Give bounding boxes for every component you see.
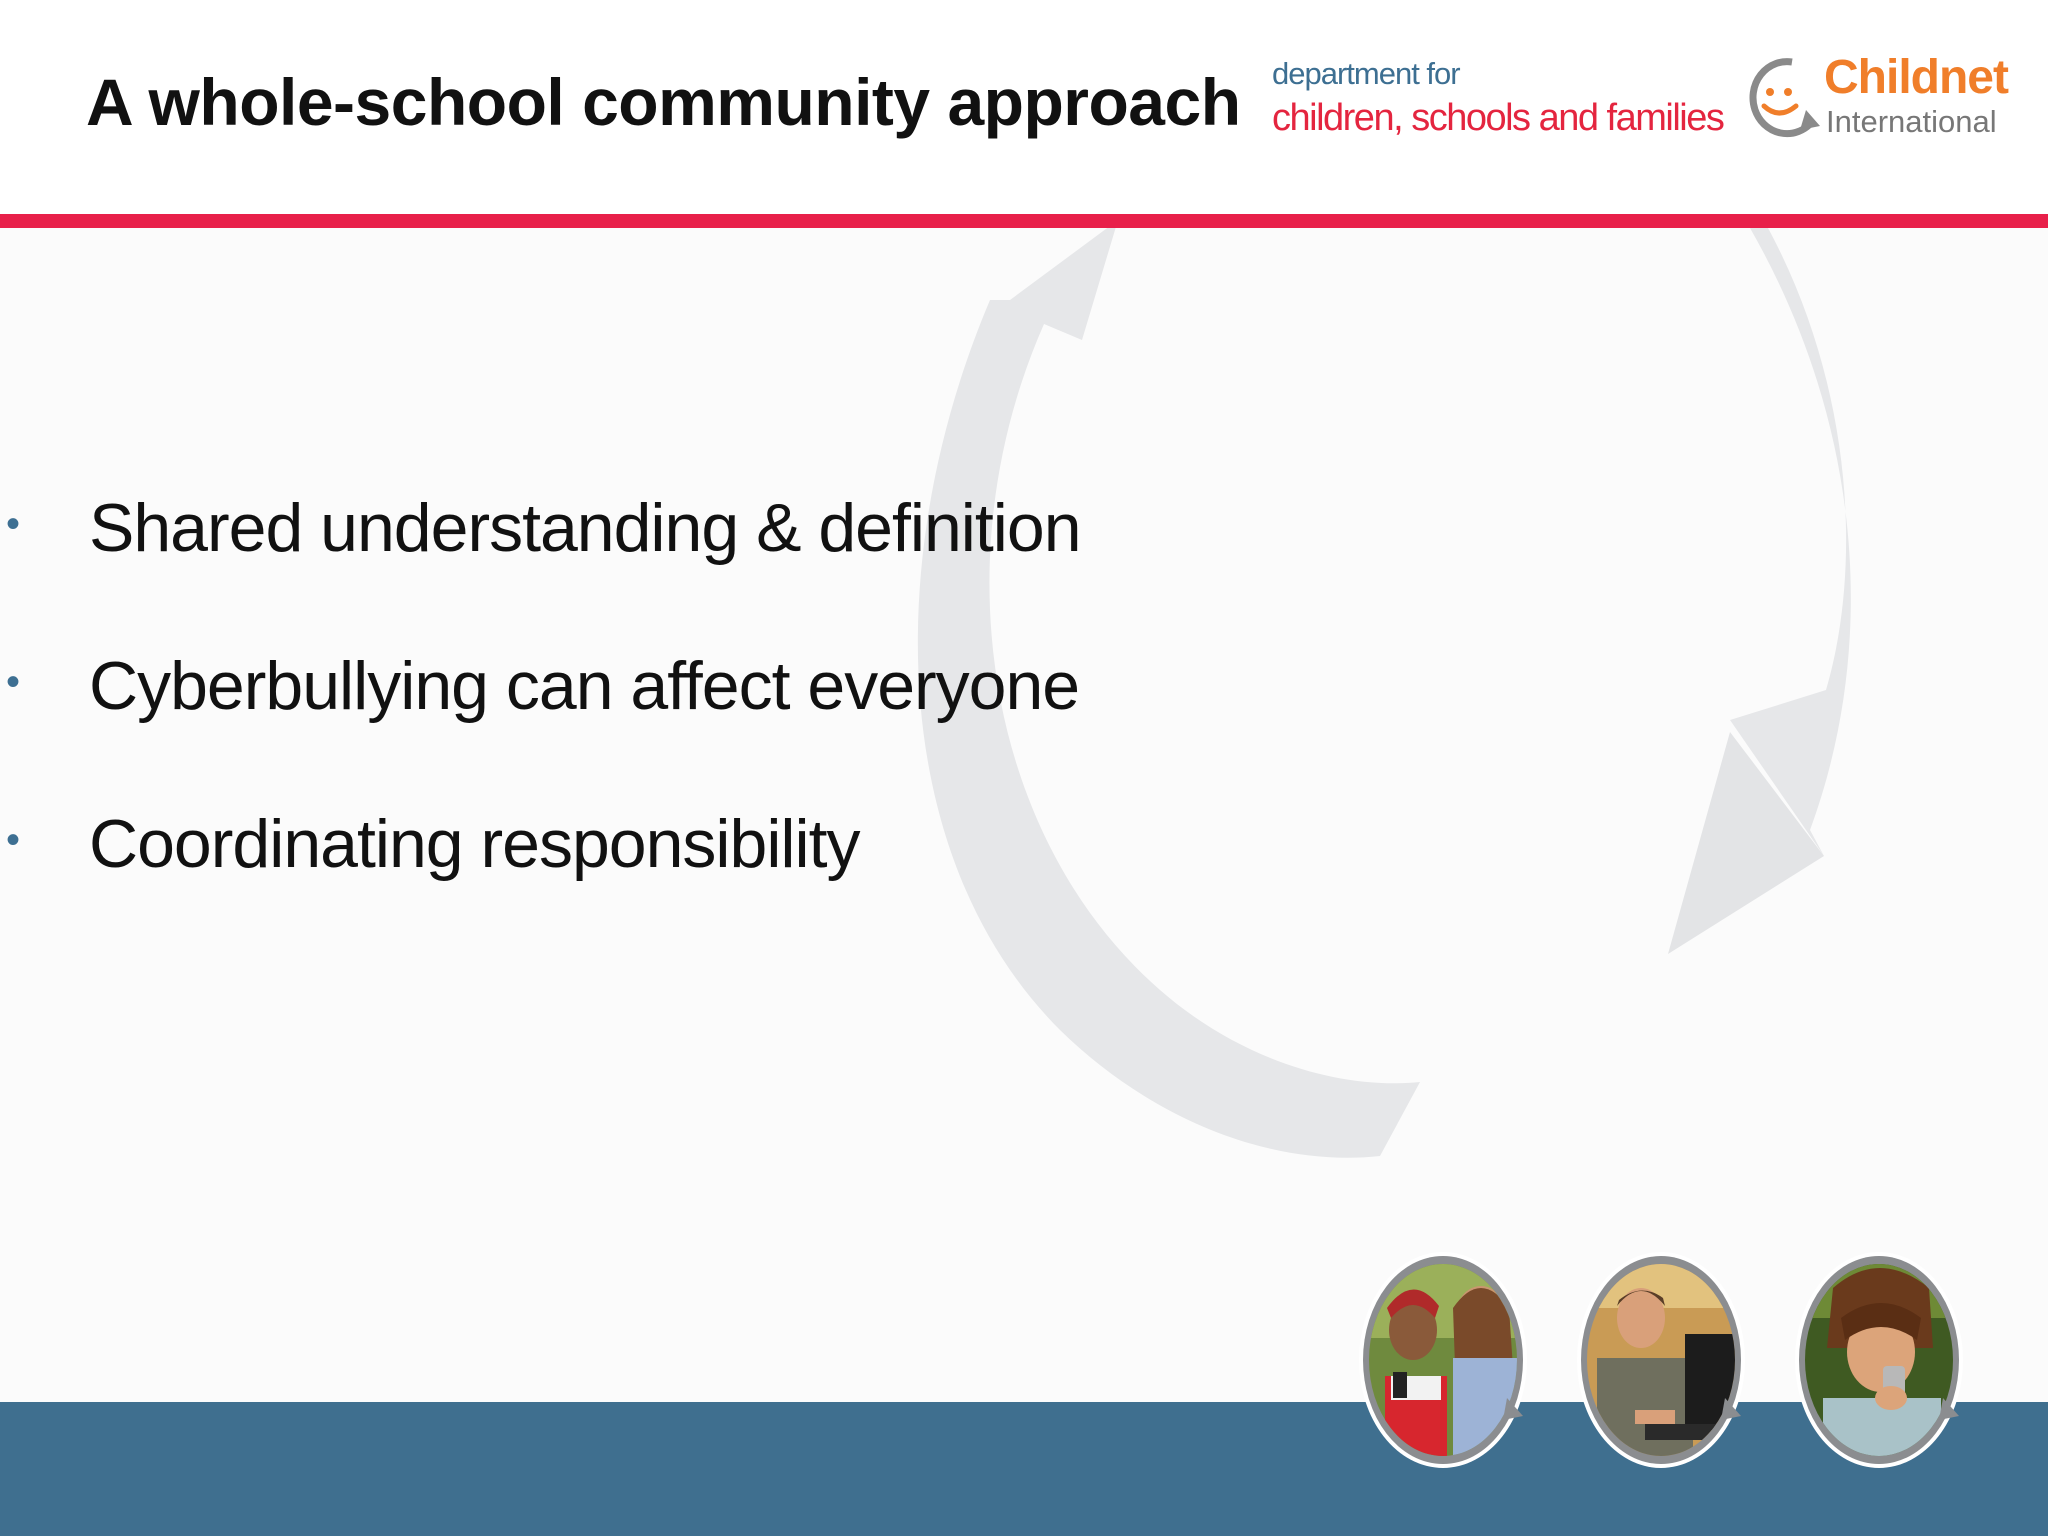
dcsf-logo <box>1272 56 1724 146</box>
bullet-text: Coordinating responsibility <box>89 806 860 882</box>
slide-title: A whole-school community approach <box>86 65 1241 139</box>
dcsf-logo-line2: children, schools and families <box>1272 97 1724 139</box>
bullet-marker: • <box>6 660 21 704</box>
bullet-text: Cyberbullying can affect everyone <box>89 648 1080 724</box>
people-photo-icon <box>1357 1248 1535 1484</box>
dcsf-logo-line1: department for <box>1272 56 1460 91</box>
phone-user-photo-icon <box>1793 1248 1971 1484</box>
bullet-text: Shared understanding & definition <box>89 490 1081 566</box>
laptop-user-photo-icon <box>1575 1248 1753 1484</box>
bullet-marker: • <box>6 818 21 862</box>
header-divider <box>0 214 2048 228</box>
childnet-logo-name: Childnet <box>1824 51 2008 104</box>
slide-header <box>0 0 2048 214</box>
childnet-logo-subtitle: International <box>1826 104 1997 139</box>
bullet-marker: • <box>6 502 21 546</box>
childnet-logo <box>1740 48 2008 148</box>
smiley-arrow-icon <box>1740 52 1822 144</box>
